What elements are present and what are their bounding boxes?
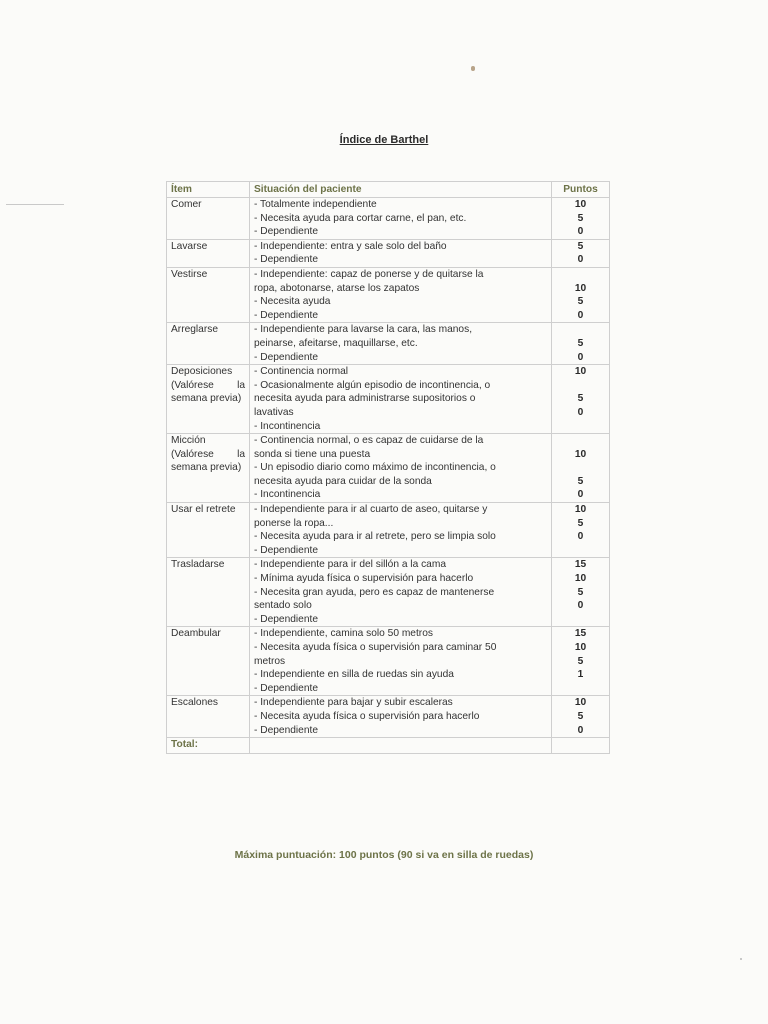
situation-cell <box>250 434 552 503</box>
points-value: 1 <box>577 669 584 681</box>
situation-cell <box>250 365 552 434</box>
situation-line: necesita ayuda para administrarse supositorios o <box>254 393 476 405</box>
table-row <box>167 198 610 240</box>
points-value: 5 <box>577 710 584 722</box>
points-value: 10 <box>574 642 587 653</box>
item-name: Vestirse <box>167 267 250 322</box>
total-label: Total: <box>167 738 250 754</box>
situation-line: - Dependiente <box>254 682 319 694</box>
item-name: Lavarse <box>167 239 250 267</box>
points-value: 5 <box>577 517 584 529</box>
points-value: 5 <box>577 337 584 349</box>
points-value <box>556 379 605 393</box>
situation-line: - Independiente para bajar y subir escaleras <box>254 697 453 709</box>
points-cell <box>552 198 610 240</box>
points-value <box>556 434 605 448</box>
situation-line: - Necesita ayuda <box>254 296 331 308</box>
situation-line: - Independiente para ir al cuarto de aseo, quitarse y <box>254 504 488 516</box>
situation-line: - Totalmente independiente <box>254 199 377 210</box>
max-score-note: Máxima puntuación: 100 puntos (90 si va en silla de ruedas) <box>234 849 534 861</box>
points-value: 0 <box>577 531 584 543</box>
situation-line: - Dependiente <box>254 613 319 625</box>
header-item: Ítem <box>167 182 250 198</box>
points-value <box>556 461 605 475</box>
item-name: Trasladarse <box>167 558 250 627</box>
situation-line: - Incontinencia <box>254 489 321 501</box>
situation-line: - Incontinencia <box>254 420 321 432</box>
situation-cell <box>250 696 552 738</box>
situation-line: - Necesita gran ayuda, pero es capaz de mantenerse <box>254 586 495 598</box>
document-title: Índice de Barthel <box>339 134 429 146</box>
points-value: 15 <box>574 559 587 571</box>
points-value: 0 <box>577 309 584 321</box>
situation-line: - Dependiente <box>254 309 319 321</box>
table-row <box>167 696 610 738</box>
situation-line: - Continencia normal <box>254 366 348 378</box>
points-value: 10 <box>574 573 587 585</box>
situation-line: - Independiente para ir del sillón a la cama <box>254 559 446 571</box>
table-row <box>167 503 610 558</box>
situation-line: - Dependiente <box>254 254 319 266</box>
situation-line: - Un episodio diario como máximo de incontinencia, o <box>254 462 496 474</box>
situation-line: metros <box>254 655 286 667</box>
situation-line: - Dependiente <box>254 226 319 238</box>
points-value: 0 <box>577 226 584 238</box>
points-value <box>556 613 605 627</box>
item-name: Arreglarse <box>167 323 250 365</box>
points-value: 10 <box>574 282 587 294</box>
table-row <box>167 323 610 365</box>
table-row <box>167 365 610 434</box>
speck <box>740 958 742 960</box>
table-row <box>167 267 610 322</box>
barthel-table <box>166 181 610 754</box>
table-row <box>167 627 610 696</box>
header-points: Puntos <box>552 182 610 198</box>
situation-line: - Independiente en silla de ruedas sin ayuda <box>254 669 454 681</box>
item-name: Usar el retrete <box>167 503 250 558</box>
points-cell <box>552 696 610 738</box>
points-cell <box>552 239 610 267</box>
situation-line: - Dependiente <box>254 724 319 736</box>
points-value: 15 <box>574 628 587 640</box>
situation-line: - Independiente: entra y sale solo del baño <box>254 240 447 252</box>
item-name: Escalones <box>167 696 250 738</box>
points-value: 5 <box>577 475 584 487</box>
situation-line: - Independiente: capaz de ponerse y de quitarse la <box>254 268 484 280</box>
points-value: 5 <box>577 296 584 308</box>
situation-line: sonda si tiene una puesta <box>254 448 371 460</box>
points-cell <box>552 627 610 696</box>
points-value: 0 <box>577 600 584 612</box>
table-header-row <box>167 182 610 198</box>
points-value: 5 <box>577 240 584 252</box>
situation-line: peinarse, afeitarse, maquillarse, etc. <box>254 337 418 349</box>
points-value <box>556 682 605 696</box>
situation-line: lavativas <box>254 406 294 418</box>
table-row <box>167 558 610 627</box>
points-value: 0 <box>577 724 584 736</box>
points-cell <box>552 323 610 365</box>
points-value <box>556 268 605 282</box>
points-cell <box>552 434 610 503</box>
ink-mark <box>471 66 475 71</box>
situation-line: - Independiente, camina solo 50 metros <box>254 628 433 640</box>
points-cell <box>552 365 610 434</box>
situation-line: ropa, abotonarse, atarse los zapatos <box>254 282 420 294</box>
situation-cell <box>250 503 552 558</box>
points-value: 0 <box>577 351 584 363</box>
total-row <box>167 738 610 754</box>
situation-line: - Necesita ayuda física o supervisión para hacerlo <box>254 710 480 722</box>
points-value: 0 <box>577 489 584 501</box>
situation-cell <box>250 267 552 322</box>
situation-cell <box>250 239 552 267</box>
situation-cell <box>250 323 552 365</box>
points-value: 0 <box>577 406 584 418</box>
header-situation: Situación del paciente <box>250 182 552 198</box>
situation-line: - Mínima ayuda física o supervisión para hacerlo <box>254 573 474 585</box>
table-row <box>167 239 610 267</box>
points-value: 5 <box>577 212 584 224</box>
points-value <box>556 544 605 558</box>
item-name: Comer <box>167 198 250 240</box>
situation-line: - Dependiente <box>254 544 319 556</box>
points-cell <box>552 558 610 627</box>
scratch-line <box>6 204 64 205</box>
situation-line: - Dependiente <box>254 351 319 363</box>
item-name: Deambular <box>167 627 250 696</box>
points-value: 5 <box>577 586 584 598</box>
points-value: 10 <box>574 366 587 378</box>
situation-line: - Necesita ayuda para ir al retrete, pero se limpia solo <box>254 531 496 543</box>
points-value: 5 <box>577 655 584 667</box>
situation-line: necesita ayuda para cuidar de la sonda <box>254 475 432 487</box>
situation-line: - Independiente para lavarse la cara, las manos, <box>254 324 473 336</box>
item-name: Deposiciones (Valórese la semana previa) <box>167 365 250 434</box>
situation-line: - Necesita ayuda física o supervisión para caminar 50 <box>254 642 497 653</box>
points-cell <box>552 503 610 558</box>
points-value: 10 <box>574 199 587 210</box>
points-value: 10 <box>574 697 587 709</box>
situation-line: ponerse la ropa... <box>254 517 334 529</box>
table-row <box>167 434 610 503</box>
situation-cell <box>250 558 552 627</box>
situation-line: - Necesita ayuda para cortar carne, el pan, etc. <box>254 212 467 224</box>
situation-line: - Continencia normal, o es capaz de cuidarse de la <box>254 435 484 447</box>
total-empty-cell <box>250 738 552 754</box>
situation-cell <box>250 627 552 696</box>
situation-line: - Ocasionalmente algún episodio de incontinencia, o <box>254 379 491 391</box>
points-value: 10 <box>574 504 587 516</box>
points-value <box>556 420 605 434</box>
total-value-cell <box>552 738 610 754</box>
points-value: 10 <box>574 448 587 460</box>
points-value: 5 <box>577 393 584 405</box>
situation-line: sentado solo <box>254 600 312 612</box>
item-name: Micción (Valórese la semana previa) <box>167 434 250 503</box>
points-cell <box>552 267 610 322</box>
points-value <box>556 323 605 337</box>
situation-cell <box>250 198 552 240</box>
points-value: 0 <box>577 254 584 266</box>
